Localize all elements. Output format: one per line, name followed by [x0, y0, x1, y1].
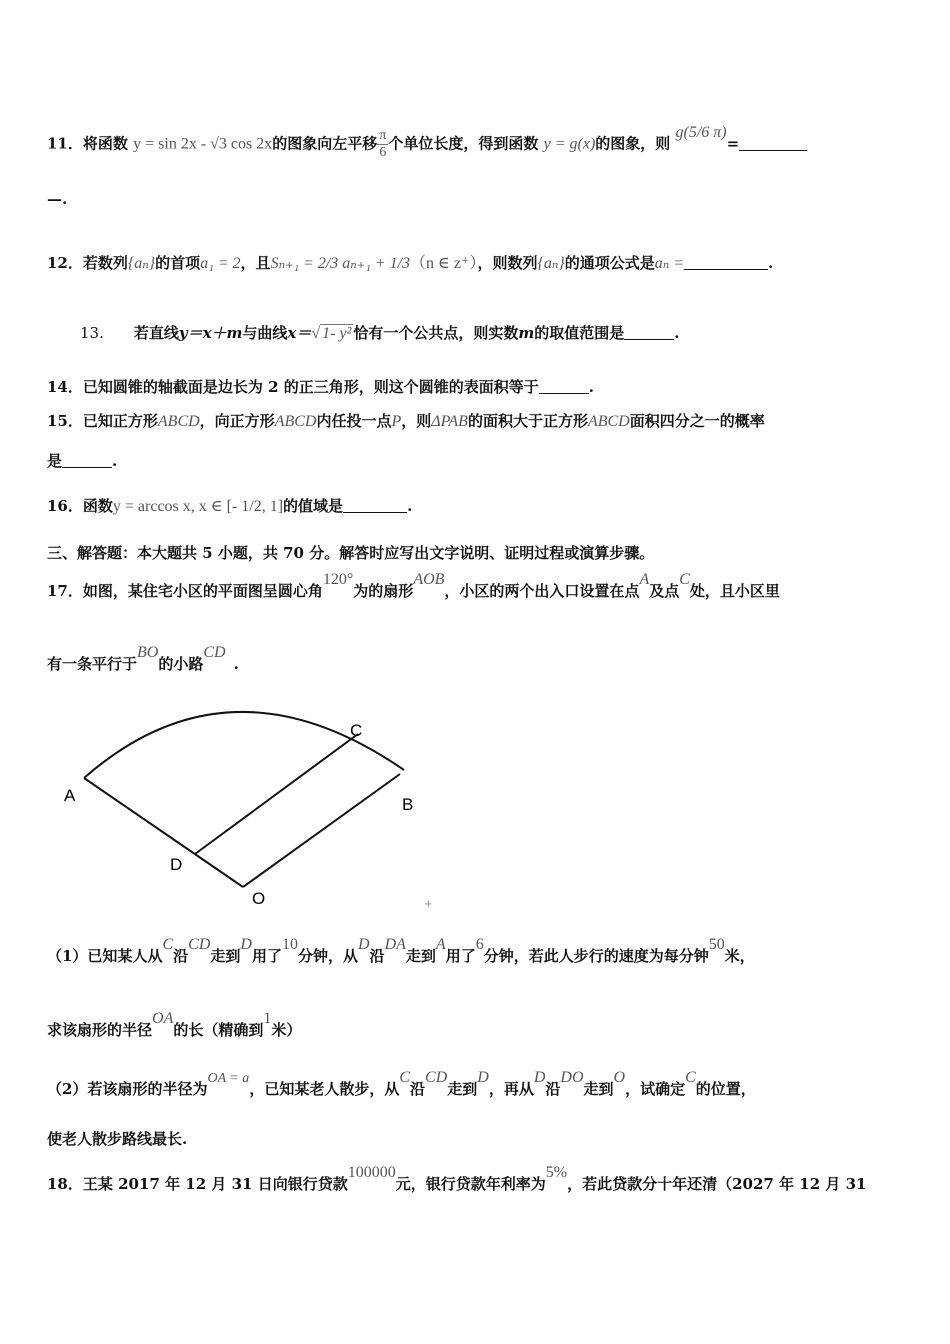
question-13: 13. 若直线y＝x＋m与曲线x＝√ 1- y² 恰有一个公共点，则实数m的取值范围是 . [80, 324, 680, 342]
label-A: A [64, 786, 76, 805]
question-17-cont: 有一条平行于BO的小路CD. [47, 644, 239, 673]
segment-OB [243, 774, 400, 887]
q12-relation: Sₙ₊₁ = 2/3 aₙ₊₁ + 1/3 [270, 255, 411, 272]
q11-tail: —. [47, 190, 68, 208]
q11-gx: y = g(x) [543, 135, 596, 153]
question-17: 17．如图，某住宅小区的平面图呈圆心角120°为的扇形AOB，小区的两个出入口设置在点A及点C处，且小区里 [47, 571, 780, 600]
small-mark: + [424, 899, 433, 910]
label-O: O [252, 889, 266, 908]
answer-blank[interactable] [539, 379, 589, 394]
label-B: B [402, 795, 414, 814]
section-3-heading: 三、解答题：本大题共 5 小题，共 70 分。解答时应写出文字说明、证明过程或演算步骤。 [47, 544, 655, 562]
question-16: 16．函数y = arccos x, x ∈ [- 1/2, 1]的值域是 . [47, 497, 413, 515]
question-12: 12．若数列{aₙ}的首项a₁ = 2，且Sₙ₊₁ = 2/3 aₙ₊₁ + 1/3（n ∈ z⁺），则数列{aₙ}的通项公式是aₙ = . [47, 254, 774, 272]
segment-OA [84, 778, 243, 887]
answer-blank[interactable] [343, 498, 407, 513]
q11-number: 11． [47, 134, 83, 153]
answer-blank[interactable] [684, 255, 768, 270]
question-17-part-1: （1）已知某人从C沿CD走到D用了10分钟，从D沿DA走到A用了6分钟，若此人步行的速度为每分钟50米， [47, 936, 755, 965]
question-17-part-1-cont: 求该扇形的半径OA的长（精确到1米） [47, 1010, 302, 1039]
q13-radicand: 1- y² [322, 325, 352, 342]
answer-blank[interactable] [62, 453, 112, 468]
question-14: 14．已知圆锥的轴截面是边长为 2 的正三角形，则这个圆锥的表面积等于 . [47, 378, 594, 396]
question-15: 15．已知正方形ABCD，向正方形ABCD内任投一点P，则ΔPAB的面积大于正方形ABCD面积四分之一的概率 [47, 412, 765, 430]
sqrt-symbol: √ [311, 325, 321, 342]
label-D: D [170, 855, 183, 874]
label-C: C [350, 721, 363, 740]
question-18: 18．王某 2017 年 12 月 31 日向银行贷款100000元，银行贷款年利率为5%，若此贷款分十年还清（2027 年 12 月 31 [47, 1164, 867, 1193]
question-17-part-2: （2）若该扇形的半径为OA = a，已知某老人散步，从C沿CD走到D，再从D沿DO走到O，试确定C的位置， [47, 1069, 756, 1098]
question-15-cont: 是 . [47, 452, 118, 470]
answer-blank[interactable] [624, 325, 674, 340]
segment-CD [195, 734, 358, 854]
q16-formula: y = arccos x, x ∈ [- 1/2, 1] [112, 498, 284, 515]
question-11: 11．将函数 y = sin 2x - √3 cos 2x的图象向左平移 $\frac{\pi}{6}$ 个单位长度，得到函数 y = g(x)的图象，则 g(5/6 π)= [47, 128, 898, 161]
question-17-part-2-cont: 使老人散步路线最长. [47, 1130, 188, 1148]
answer-blank[interactable] [739, 136, 807, 151]
sector-figure [40, 690, 440, 920]
q11-formula: y = sin 2x - √3 cos 2x [133, 135, 273, 153]
q11-shift-fraction: $\frac{\pi}{6}$ [379, 128, 387, 160]
q11-g-arg: g(5/6 π) [675, 123, 727, 141]
